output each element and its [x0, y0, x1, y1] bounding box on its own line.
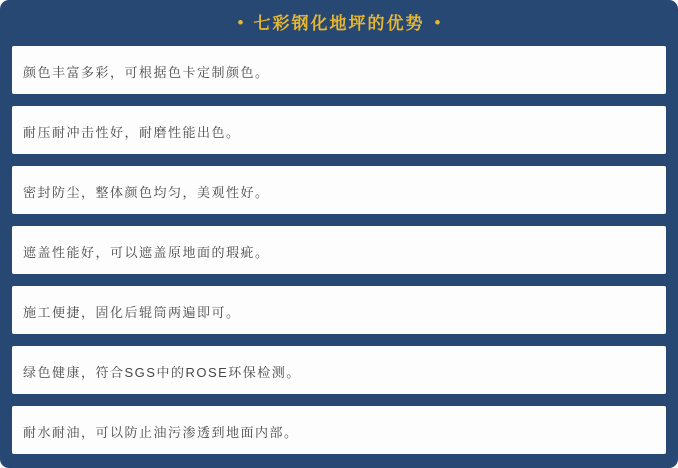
- page-title-text: 七彩钢化地坪的优势: [253, 13, 425, 33]
- list-item: [12, 166, 666, 214]
- list-item: [12, 286, 666, 334]
- list-item-text: 绿色健康，符合SGS中的ROSE环保检测。: [23, 364, 301, 380]
- advantages-list: [0, 46, 678, 468]
- list-item-text: 颜色丰富多彩，可根据色卡定制颜色。: [23, 64, 270, 80]
- list-item: [12, 406, 666, 454]
- list-item: [12, 46, 666, 94]
- title-right-dot-icon: •: [434, 12, 441, 32]
- list-item-text: 耐水耐油，可以防止油污渗透到地面内部。: [23, 424, 299, 440]
- list-item-text: 施工便捷，固化后辊筒两遍即可。: [23, 304, 241, 320]
- title-left-dot-icon: •: [237, 12, 244, 32]
- list-item-text: 遮盖性能好，可以遮盖原地面的瑕疵。: [23, 244, 270, 260]
- list-item: [12, 226, 666, 274]
- list-item: [12, 106, 666, 154]
- list-item: [12, 346, 666, 394]
- page-title: [0, 0, 678, 46]
- list-item-text: 密封防尘，整体颜色均匀，美观性好。: [23, 184, 270, 200]
- list-item-text: 耐压耐冲击性好，耐磨性能出色。: [23, 124, 241, 140]
